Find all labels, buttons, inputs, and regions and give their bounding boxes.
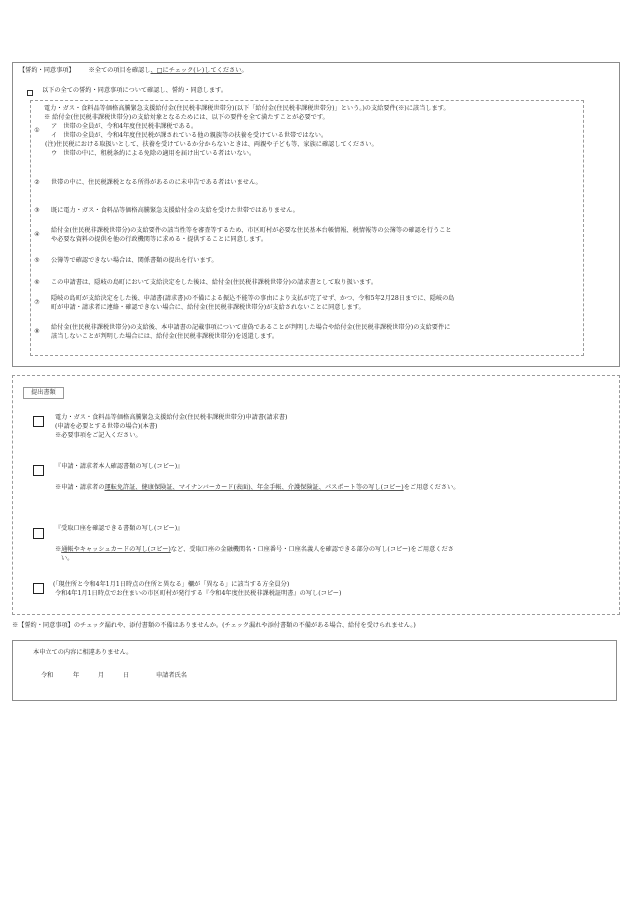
pledge-instruction: ※全ての項目を確認し <box>88 67 151 74</box>
doc4-checkbox[interactable] <box>33 583 44 594</box>
doc2-checkbox[interactable] <box>33 465 44 476</box>
doc4-title: 令和4年1月1日時点でお住まいの市区町村が発行する『令和4年度住民税非課税証明書』の写し(コピー) <box>55 590 342 597</box>
doc2-title: 『申請・請求者本人確認書類の写し(コピー)』 <box>55 463 184 470</box>
item-number: ① <box>34 127 40 134</box>
master-agree-label: 以下の全ての誓約・同意事項について確認し、誓約・同意します。 <box>42 87 228 94</box>
doc1-title: 電力・ガス・食料品等価格高騰緊急支援給付金(住民税非課税世帯分)申請書(請求書) <box>55 414 288 421</box>
applicant-name-field[interactable]: 申請者氏名 <box>156 672 187 679</box>
doc3-note: ※通帳やキャッシュカードの写し(コピー)など、受取口座の金融機関名・口座番号・口座名義人を確認できる部分の写し(コピー)をご用意くださ <box>55 546 454 553</box>
doc4-condition: (「現住所と令和4年1月1日時点の住所と異なる」欄が「異なる」に該当する方全員分) <box>53 581 290 588</box>
warning-note: ※【誓約・同意事項】のチェック漏れや、添付書類の不備はありませんか。(チェック漏れや添付書類の不備がある場合、給付を受けられません。) <box>12 622 416 629</box>
doc2-note: ※申請・請求者の運転免許証、健康保険証、マイナンバーカード(表面)、年金手帳、介護保険証、パスポート等の写し(コピー)をご用意ください。 <box>55 484 460 491</box>
doc1-note: ※必要事項をご記入ください。 <box>55 432 142 439</box>
intro-line: 電力・ガス・食料品等価格高騰緊急支援給付金(住民税非課税世帯分)(以下「給付金(住民税非課税世帯分)」という。)の支給要件(※)に該当します。 <box>44 105 450 112</box>
date-month-field[interactable]: 月 <box>98 672 105 679</box>
doc1-subtitle: (申請を必要とする世帯の場合)(本書) <box>55 423 158 430</box>
date-era: 令和 <box>41 672 54 679</box>
pledge-header: 【誓約・同意事項】 ※全ての項目を確認し、□にチェック(レ)してください。 <box>19 67 248 74</box>
declaration-statement: 本申立ての内容に相違ありません。 <box>33 649 133 656</box>
documents-tag: 提出書類 <box>23 387 64 399</box>
master-agree-checkbox[interactable] <box>27 90 33 96</box>
doc1-checkbox[interactable] <box>33 416 44 427</box>
doc3-checkbox[interactable] <box>33 528 44 539</box>
pledge-title: 【誓約・同意事項】 <box>19 67 75 74</box>
pledge-instruction-underlined: 、□にチェック(レ)してください <box>150 67 242 74</box>
doc3-note-wrap: い。 <box>61 555 74 562</box>
declaration-box <box>12 640 617 701</box>
pledge-items-box: 電力・ガス・食料品等価格高騰緊急支援給付金(住民税非課税世帯分)(以下「給付金(住民税非課税世帯分)」という。)の支給要件(※)に該当します。 ※ 給付金(住民税非課税世帯分)の支給対象となるためには、以下の要件を全て満たすことが必要です。 ① ア 世帯の全員が、令和4年度住民税非課税である。 イ 世帯の全員が、令和4年度住民税が課されている他の親族等の扶養を受けている世帯ではない。 (注)住民税における取扱いとして、扶養を受けているか分からないときは、両親や子ども等、家族に確認してください。 ウ 世帯の中に、租税条約による免除の適用を届け出ている者はいない。 ② 世帯の中に、住民税課税となる所得があるのに未申告である者はいません。 ③ 既に電力・ガス・食料品等価格高騰緊急支援給付金の支給を受けた世帯ではありません。 ④ 給付金(住民税非課税世帯分)の支給要件の該当性等を審査等するため、市区町村が必要な住民基本台帳情報、税情報等の公簿等の確認を行うこと や必要な資料の提供を他の行政機関等に求める・提供することに同意します。 ⑤ 公簿等で確認できない場合は、関係書類の提出を行います。 ⑥ この申請書は、隠岐の島町において支給決定をした後は、給付金(住民税非課税世帯分)の請求書として取り扱います。 ⑦ 隠岐の島町が支給決定をした後、申請書(請求書)の不備による振込不能等の事由により支払が完了せず、かつ、令和5年2月28日までに、隠岐の島 町が申請・請求者に連絡・確認できない場合に、給付金(住民税非課税世帯分)が支給されないことに同意します。 ⑧ 給付金(住民税非課税世帯分)の支給後、本申請書の記載事項について虚偽であることが判明した場合や給付金(住民税非課税世帯分)の支給要件に 該当しないことが判明した場合には、給付金(住民税非課税世帯分)を返還します。 <box>30 100 584 356</box>
requirement-note: ※ 給付金(住民税非課税世帯分)の支給対象となるためには、以下の要件を全て満たすことが必要です。 <box>44 114 329 121</box>
doc3-title: 『受取口座を確認できる書類の写し(コピー)』 <box>55 525 184 532</box>
date-day-field[interactable]: 日 <box>123 672 130 679</box>
documents-section <box>12 375 620 615</box>
date-year-field[interactable]: 年 <box>73 672 80 679</box>
